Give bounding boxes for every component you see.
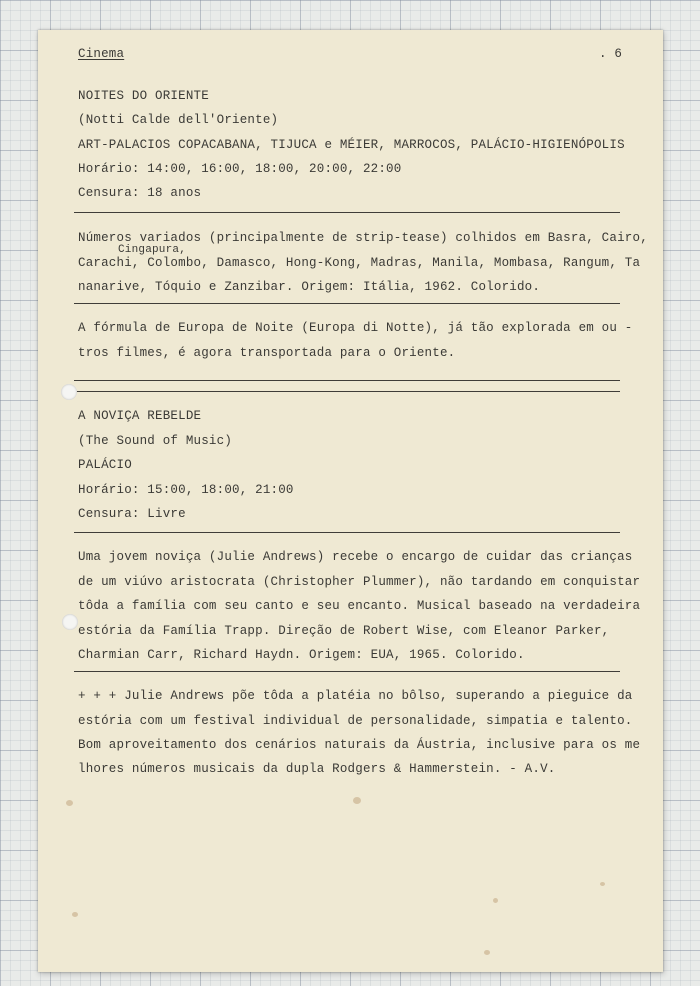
film2-synopsis-line: Charmian Carr, Richard Haydn. Origem: EUA, 1965. Colorido. xyxy=(78,648,525,662)
film2-censorship: Censura: Livre xyxy=(78,507,186,521)
section-label: Cinema xyxy=(78,47,125,61)
film1-synopsis-line: Carachi, Colombo, Damasco, Hong-Kong, Madras, Manila, Mombasa, Rangum, Ta xyxy=(78,256,641,270)
foxing-spot xyxy=(493,898,498,903)
divider xyxy=(74,212,620,213)
film2-original-title: (The Sound of Music) xyxy=(78,434,233,448)
page-number: . 6 xyxy=(599,47,623,61)
foxing-spot xyxy=(353,797,361,804)
film2-schedule: Horário: 15:00, 18:00, 21:00 xyxy=(78,483,294,497)
film1-comment-line: tros filmes, é agora transportada para o Oriente. xyxy=(78,346,456,360)
film2-review-line: + + + Julie Andrews põe tôda a platéia no bôlso, superando a pieguice da xyxy=(78,689,633,703)
film2-review-line: lhores números musicais da dupla Rodgers & Hammerstein. - A.V. xyxy=(78,762,556,776)
film1-schedule: Horário: 14:00, 16:00, 18:00, 20:00, 22:00 xyxy=(78,162,402,176)
foxing-spot xyxy=(484,950,490,955)
punch-hole xyxy=(62,614,78,630)
foxing-spot xyxy=(600,882,605,886)
film2-synopsis-line: Uma jovem noviça (Julie Andrews) recebe o encargo de cuidar das crianças xyxy=(78,550,633,564)
film2-synopsis-line: tôda a família com seu canto e seu encanto. Musical baseado na verdadeira xyxy=(78,599,641,613)
divider xyxy=(74,671,620,672)
film1-handwritten-insertion: Cingapura, xyxy=(118,244,187,256)
film2-cinemas: PALÁCIO xyxy=(78,458,132,472)
punch-hole xyxy=(61,384,77,400)
film1-cinemas: ART-PALACIOS COPACABANA, TIJUCA e MÉIER, MARROCOS, PALÁCIO-HIGIENÓPOLIS xyxy=(78,138,625,152)
film1-synopsis-line: Números variados (principalmente de strip-tease) colhidos em Basra, Cairo, xyxy=(78,231,648,245)
foxing-spot xyxy=(72,912,78,917)
film2-review-line: Bom aproveitamento dos cenários naturais da Áustria, inclusive para os me xyxy=(78,738,641,752)
film1-censorship: Censura: 18 anos xyxy=(78,186,202,200)
film2-synopsis-line: de um viúvo aristocrata (Christopher Plummer), não tardando em conquistar xyxy=(78,575,641,589)
film1-title: NOITES DO ORIENTE xyxy=(78,89,209,103)
film2-review-line: estória com um festival individual de personalidade, simpatia e talento. xyxy=(78,714,633,728)
film1-original-title: (Notti Calde dell'Oriente) xyxy=(78,113,279,127)
divider xyxy=(74,391,620,392)
divider xyxy=(74,303,620,304)
film1-synopsis-line: nanarive, Tóquio e Zanzibar. Origem: Itália, 1962. Colorido. xyxy=(78,280,541,294)
foxing-spot xyxy=(66,800,73,806)
divider xyxy=(74,532,620,533)
film2-title: A NOVIÇA REBELDE xyxy=(78,409,202,423)
film1-comment-line: A fórmula de Europa de Noite (Europa di Notte), já tão explorada em ou - xyxy=(78,321,633,335)
film2-synopsis-line: estória da Família Trapp. Direção de Robert Wise, com Eleanor Parker, xyxy=(78,624,610,638)
divider xyxy=(74,380,620,381)
